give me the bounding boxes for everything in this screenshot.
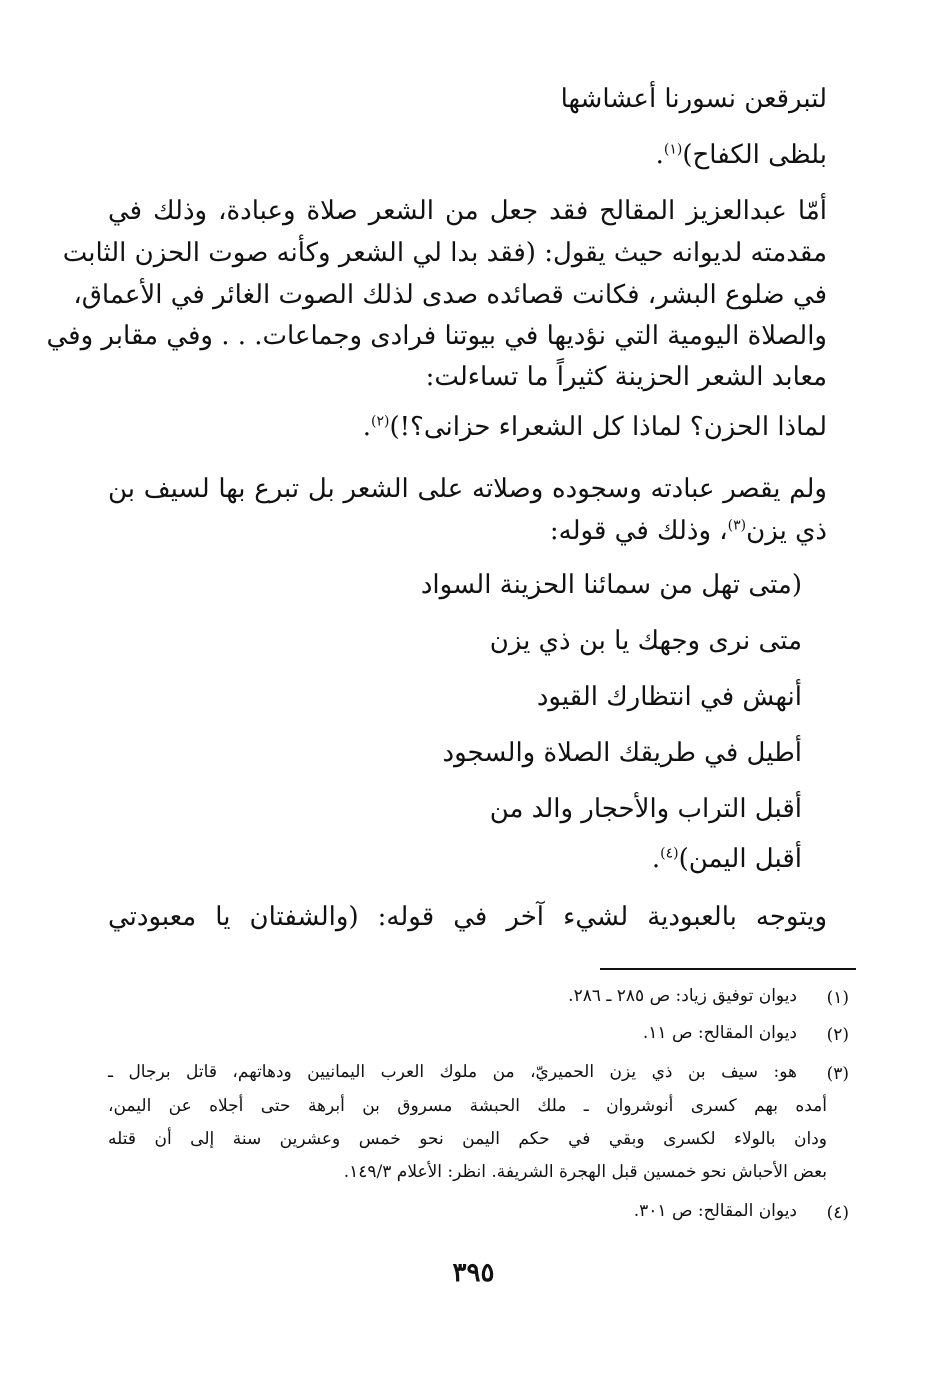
footnote-separator	[600, 968, 856, 970]
footnote-text: أمده بهم كسرى أنوشروان ـ ملك الحبشة مسروق بن أبرهة حتى أجلاه عن اليمن،	[108, 1096, 827, 1116]
page-number: ٣٩٥	[452, 1258, 495, 1288]
footnote-text: بعض الأحباش نحو خمسين قبل الهجرة الشريفة. انظر: الأعلام ١٤٩/٣.	[343, 1162, 827, 1182]
paragraph-line	[550, 518, 827, 544]
poem-line-end: .	[655, 140, 664, 170]
paragraph-line: والصلاة اليومية التي نؤديها في بيوتنا فرادى وجماعات. . . وفي مقابر وفي	[46, 321, 827, 351]
footnote-text: ديوان توفيق زياد: ص ٢٨٥ ـ ٢٨٦.	[568, 986, 797, 1006]
paragraph-line: أمّا عبدالعزيز المقالح فقد جعل من الشعر صلاة وعبادة، وذلك في	[108, 196, 827, 226]
poem-line-text: لتبرقعن نسورنا أعشاشها	[560, 84, 827, 114]
paragraph-line: مقدمته لديوانه حيث يقول: (فقد بدا لي الشعر وكأنه صوت الحزن الثابت	[62, 238, 827, 268]
footnote-marker: (٤)	[660, 845, 679, 862]
footnote-text: هو: سيف بن ذي يزن الحميريّ، من ملوك العرب اليمانيين ودهاتهم، قاتل برجال ـ	[108, 1062, 797, 1082]
footnote-number: (٣)	[826, 1064, 849, 1084]
quote-text: لماذا الحزن؟ لماذا كل الشعراء حزانى؟!)	[389, 412, 827, 442]
verse-line: أنهش في انتظارك القيود	[536, 682, 802, 712]
quote-end: .	[362, 412, 371, 442]
poem-line-text: بلظى الكفاح)	[682, 140, 827, 170]
poem-line	[561, 86, 827, 112]
paragraph-text: ، وذلك في قوله:	[549, 516, 728, 546]
footnote-marker: (٣)	[727, 517, 747, 534]
paragraph-line: معابد الشعر الحزينة كثيراً ما تساءلت:	[425, 362, 827, 392]
footnote-number: (٤)	[826, 1203, 849, 1223]
paragraph-line: في ضلوع البشر، فكانت قصائده صدى لذلك الصوت الغائر في الأعماق،	[73, 280, 827, 310]
footnote-marker: (١)	[663, 141, 683, 158]
verse-text: أقبل اليمن)	[678, 844, 802, 874]
paragraph-line: ولم يقصر عبادته وسجوده وصلاته على الشعر بل تبرع بها لسيف بن	[108, 474, 827, 504]
footnote-text: ديوان المقالح: ص ٣٠١.	[633, 1201, 797, 1221]
footnote-text: ودان بالولاء لكسرى وبقي في حكم اليمن نحو خمس وعشرين سنة إلى أن قتله	[108, 1129, 827, 1149]
paragraph-text: ذي يزن	[746, 516, 827, 546]
poem-line	[656, 142, 827, 168]
verse-line: أقبل التراب والأحجار والد من	[489, 794, 802, 824]
verse-end: .	[651, 844, 661, 874]
paragraph-line: ويتوجه بالعبودية لشيء آخر في قوله: (والشفتان يا معبودتي	[108, 902, 827, 932]
verse-line: متى نرى وجهك يا بن ذي يزن	[489, 626, 802, 656]
footnote-number: (٢)	[826, 1025, 849, 1045]
verse-line: (متى تهل من سمائنا الحزينة السواد	[420, 570, 802, 600]
footnote-marker: (٢)	[371, 413, 390, 430]
quote-line	[363, 414, 827, 440]
verse-line: أطيل في طريقك الصلاة والسجود	[442, 738, 802, 768]
footnote-text: ديوان المقالح: ص ١١.	[642, 1023, 797, 1043]
footnote-number: (١)	[826, 988, 849, 1008]
verse-line	[652, 846, 802, 872]
